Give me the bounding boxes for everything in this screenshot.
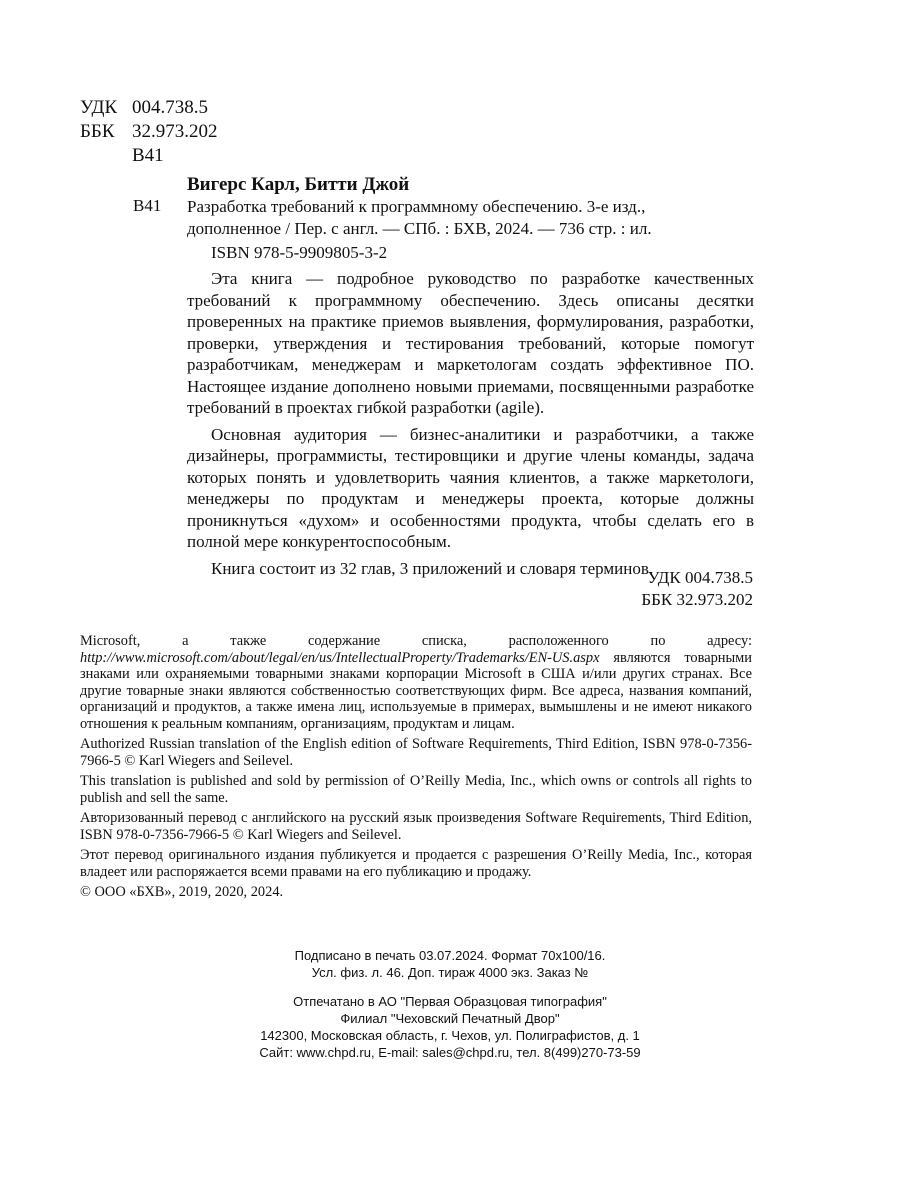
- trademark-notice: [80, 633, 752, 732]
- bbk-label: ББК: [80, 121, 115, 142]
- abstract-paragraph-2: Основная аудитория — бизнес-аналитики и разработчики, а также дизайнеры, программисты, тестировщики и другие члены команды, задача которых понять и удовлетворить чаяния клиентов, а также маркетологи, менеджеры по продуктам и менеджеры проекта, которые должны проникнуться «духом» и особенностями продукта, чтобы сделать его в полной мере конкурентоспособным.: [187, 424, 754, 551]
- udk-row: [80, 96, 218, 120]
- bibliographic-description: [187, 196, 687, 240]
- biblio-author-mark: В41: [133, 196, 162, 215]
- abstract-paragraph-3: Книга состоит из 32 глав, 3 приложений и словаря терминов.: [211, 558, 654, 578]
- biblio-line-1: Разработка требований к программному обеспечению. 3-е изд.,: [187, 197, 646, 216]
- imprint-address: 142300, Московская область, г. Чехов, ул. Полиграфистов, д. 1: [260, 1028, 640, 1043]
- isbn: ISBN 978-5-9909805-3-2: [211, 243, 388, 262]
- authors: Вигерс Карл, Битти Джой: [187, 174, 410, 195]
- imprint-branch: Филиал "Чеховский Печатный Двор": [340, 1011, 560, 1026]
- abstract: [187, 268, 754, 579]
- imprint-sheets: Усл. физ. л. 46. Доп. тираж 4000 экз. Заказ №: [311, 965, 589, 980]
- author-mark: В41: [132, 145, 164, 166]
- imprint-printer: Отпечатано в АО "Первая Образцовая типография": [293, 994, 607, 1009]
- index-codes: [641, 567, 753, 611]
- authorized-english: Authorized Russian translation of the English edition of Software Requirements, Third Edition, ISBN 978-0-7356-7966-5 © Karl Wiegers and Seilevel.: [80, 736, 752, 769]
- imprint-contacts: Сайт: www.chpd.ru, E-mail: sales@chpd.ru, тел. 8(499)270-73-59: [259, 1045, 641, 1060]
- imprint-signed: Подписано в печать 03.07.2024. Формат 70х100/16.: [294, 948, 606, 963]
- authorized-russian: Авторизованный перевод с английского на русский язык произведения Software Requirements, Third Edition, ISBN 978-0-7356-7966-5 © Karl Wiegers and Seilevel.: [80, 810, 752, 843]
- permission-english: This translation is published and sold by permission of O’Reilly Media, Inc., which owns or controls all rights to publish and sell the same.: [80, 773, 752, 806]
- udk-label: УДК: [80, 97, 118, 118]
- index-udk: УДК 004.738.5: [647, 568, 753, 587]
- abstract-paragraph-1: Эта книга — подробное руководство по разработке качественных требований к программному обеспечению. Здесь описаны десятки проверенных на практике приемов выявления, формулирования, разработки, проверки, утверждения и тестирования требований, которые помогут разработчикам, менеджерам и маркетологам создать эффективное ПО. Настоящее издание дополнено новыми приемами, посвященными разработке требований в проектах гибкой разработки (agile).: [187, 269, 754, 417]
- copyright-line: © ООО «БХВ», 2019, 2020, 2024.: [80, 884, 284, 900]
- index-bbk: ББК 32.973.202: [641, 590, 753, 609]
- udk-value: 004.738.5: [132, 97, 208, 118]
- trademark-url: http://www.microsoft.com/about/legal/en/us/IntellectualProperty/Trademarks/EN-US.aspx: [80, 649, 600, 666]
- classification-block: [80, 96, 218, 168]
- biblio-line-2: дополненное / Пер. с англ. — СПб. : БХВ, 2024. — 736 стр. : ил.: [187, 219, 652, 238]
- trademark-post: являются товарными знаками или охраняемыми товарными знаками корпорации Microsoft в США и/или других странах. Все другие товарные знаки являются собственностью соответствующих фирм. Все адреса, названия компаний, организаций и продуктов, а также имена лиц, используемые в примерах, вымышлены и не имеют никакого отношения к реальным компаниям, организациям, продуктам и лицам.: [80, 649, 752, 732]
- trademark-pre: Microsoft, а также содержание списка, расположенного по адресу:: [80, 633, 752, 649]
- legal-notices: [80, 633, 752, 905]
- bbk-row: [80, 120, 218, 144]
- author-mark-row: [80, 144, 218, 168]
- bbk-value: 32.973.202: [132, 121, 218, 142]
- permission-russian: Этот перевод оригинального издания публикуется и продается с разрешения O’Reilly Media, Inc., которая владеет или распоряжается всеми правами на его публикацию и продажу.: [80, 847, 752, 880]
- imprint: [200, 947, 700, 1061]
